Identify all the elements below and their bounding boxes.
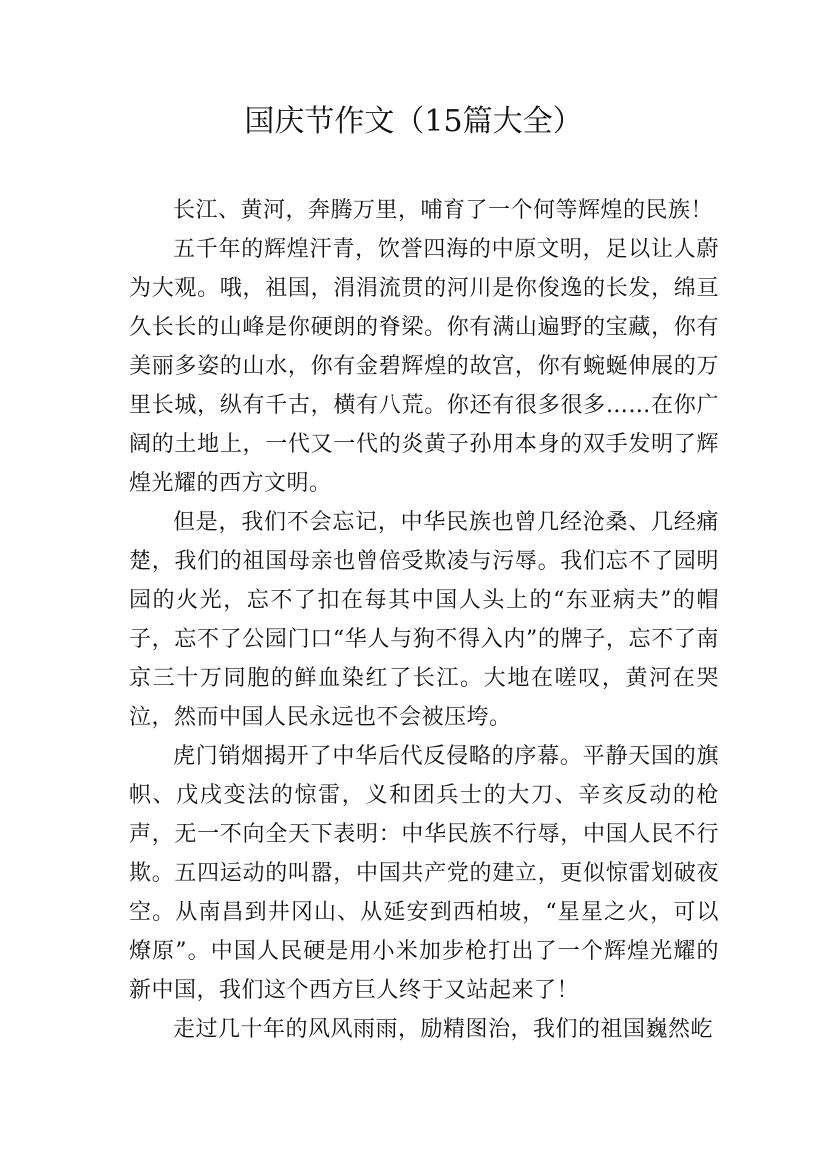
paragraph: 五千年的辉煌汗青，饮誉四海的中原文明，足以让人蔚为大观。哦，祖国，涓涓流贯的河川是你俊逸的长发，绵亘久长长的山峰是你硬朗的脊梁。你有满山遍野的宝藏，你有美丽多姿的山水，你有金碧辉煌的故宫，你有蜿蜒伸展的万里长城，纵有千古，横有八荒。你还有很多很多……在你广阔的土地上，一代又一代的炎黄子孙用本身的双手发明了辉煌光耀的西方文明。 [129, 237, 719, 496]
paragraph: 走过几十年的风风雨雨，励精图治，我们的祖国巍然屹 [173, 1017, 714, 1042]
paragraph: 虎门销烟揭开了中华后代反侵略的序幕。平静天国的旗帜、戊戌变法的惊雷，义和团兵士的大刀、辛亥反动的枪声，无一不向全天下表明：中华民族不行辱，中国人民不行欺。五四运动的叫嚣，中国共产党的建立，更似惊雷划破夜空。从南昌到井冈山、从延安到西柏坡，“星星之火，可以燎原”。中国人民硬是用小米加步枪打出了一个辉煌光耀的新中国，我们这个西方巨人终于又站起来了！ [129, 744, 719, 1003]
document-title: 国庆节作文（15篇大全） [244, 104, 583, 139]
document-body [129, 191, 719, 1049]
paragraph: 长江、黄河，奔腾万里，哺育了一个何等辉煌的民族！ [173, 198, 714, 223]
paragraph: 但是，我们不会忘记，中华民族也曾几经沧桑、几经痛楚，我们的祖国母亲也曾倍受欺凌与污辱。我们忘不了园明园的火光，忘不了扣在每其中国人头上的“东亚病夫”的帽子，忘不了公园门口“华人与狗不得入内”的牌子，忘不了南京三十万同胞的鲜血染红了长江。大地在嗟叹，黄河在哭泣，然而中国人民永远也不会被压垮。 [129, 510, 719, 730]
